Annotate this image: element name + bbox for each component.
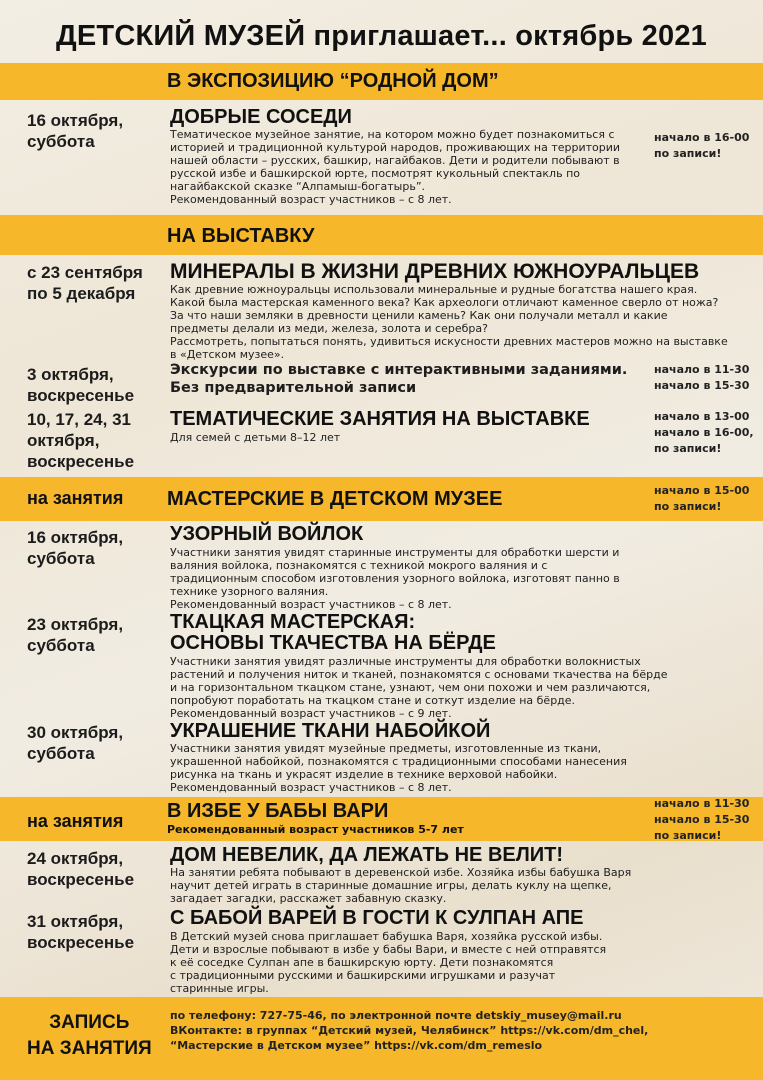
section-band-title: МАСТЕРСКИЕ В ДЕТСКОМ МУЗЕЕ: [167, 488, 503, 510]
event-description: Как древние южноуральцы использовали минеральные и рудные богатства нашего края. Какой была мастерская каменного века? Как археологи отличают каменное сверло от ножа? За что наши земляки в древности ценили камень? Как они получали металл и какие предметы делали из меди, железа, золота и серебра? Рассмотреть, попытаться понять, удивиться искусности древних мастеров можно на выставке в «Детском музее».: [170, 283, 728, 361]
footer-contacts: по телефону: 727-75-46, по электронной почте detskiy_musey@mail.ru ВКонтакте: в группах “Детский музей, Челябинск” https://vk.com/dm_chel, “Мастерские в Детском музее” https://vk.com/dm_remeslo: [170, 1009, 649, 1052]
event-title: УКРАШЕНИЕ ТКАНИ НАБОЙКОЙ: [170, 720, 491, 742]
event-title: ДОБРЫЕ СОСЕДИ: [170, 106, 352, 128]
event-date: 24 октября, воскресенье: [27, 849, 135, 889]
page-title: ДЕТСКИЙ МУЗЕЙ приглашает... октябрь 2021: [56, 20, 707, 52]
event-date: 10, 17, 24, 31 октября, воскресенье: [27, 410, 135, 471]
band-subtitle: Рекомендованный возраст участников 5-7 лет: [167, 823, 464, 836]
event-description: Участники занятия увидят различные инструменты для обработки волокнистых растений и получения ниток и тканей, познакомятся с основами ткачества на бёрде и на горизонтальном ткацком стане, узнают, чем они похожи и чем различаются, попробуют поработать на ткацком стане и соткут изделие на бёрде. Рекомендованный возраст участников – с 9 лет.: [170, 655, 668, 720]
event-date: 3 октября, воскресенье: [27, 365, 135, 405]
section-band-title: НА ВЫСТАВКУ: [167, 225, 315, 247]
event-description: Участники занятия увидят музейные предметы, изготовленные из ткани, украшенной набойкой, познакомятся с традиционными способами нанесения рисунка на ткань и украсят изделие в технике верховой набойки. Рекомендованный возраст участников – с 8 лет.: [170, 742, 627, 794]
footer-label: ЗАПИСЬ НА ЗАНЯТИЯ: [27, 1012, 152, 1059]
section-band-left-label: на занятия: [27, 488, 124, 508]
event-date: с 23 сентября по 5 декабря: [27, 263, 143, 303]
event-date: 30 октября, суббота: [27, 723, 124, 763]
event-description: Тематическое музейное занятие, на котором можно будет познакомиться с историей и традиционной культурой народов, проживающих на территории нашей области – русских, башкир, нагайбаков. Дети и родители побывают в русской избе и башкирской юрте, посмотрят кукольный спектакль по нагайбакской сказке “Алпамыш-богатырь”. Рекомендованный возраст участников – с 8 лет.: [170, 128, 621, 206]
band-time: начало в 11-30 начало в 15-30 по записи!: [654, 797, 750, 842]
event-title: ТКАЦКАЯ МАСТЕРСКАЯ: ОСНОВЫ ТКАЧЕСТВА НА БЁРДЕ: [170, 611, 496, 654]
event-date: 16 октября, суббота: [27, 528, 124, 568]
event-subtitle: Для семей с детьми 8–12 лет: [170, 431, 341, 444]
section-band-vystavka: [0, 215, 763, 255]
event-time: начало в 11-30 начало в 15-30: [654, 363, 750, 392]
event-description: Участники занятия увидят старинные инструменты для обработки шерсти и валяния войлока, познакомятся с техникой мокрого валяния и с традиционным способом изготовления узорного войлока, изготовят панно в технике узорного валяния. Рекомендованный возраст участников – с 8 лет.: [170, 546, 620, 611]
event-time: начало в 13-00 начало в 16-00, по записи!: [654, 410, 754, 455]
event-title: ТЕМАТИЧЕСКИЕ ЗАНЯТИЯ НА ВЫСТАВКЕ: [170, 408, 590, 430]
event-date: 31 октября, воскресенье: [27, 912, 135, 952]
event-title: УЗОРНЫЙ ВОЙЛОК: [170, 523, 364, 545]
event-description: На занятии ребята побывают в деревенской избе. Хозяйка избы бабушка Варя научит детей играть в старинные домашние игры, делать куклу на щепке, загадает загадки, расскажет забавную сказку.: [170, 866, 632, 905]
event-title: С БАБОЙ ВАРЕЙ В ГОСТИ К СУЛПАН АПЕ: [170, 907, 584, 929]
section-band-left-label: на занятия: [27, 811, 124, 831]
event-description: Экскурсии по выставке с интерактивными заданиями. Без предварительной записи: [170, 362, 628, 396]
event-time: начало в 16-00 по записи!: [654, 131, 750, 160]
event-date: 23 октября, суббота: [27, 615, 124, 655]
band-time: начало в 15-00 по записи!: [654, 484, 750, 513]
event-date: 16 октября, суббота: [27, 111, 124, 151]
event-title: МИНЕРАЛЫ В ЖИЗНИ ДРЕВНИХ ЮЖНОУРАЛЬЦЕВ: [170, 260, 700, 283]
event-description: В Детский музей снова приглашает бабушка Варя, хозяйка русской избы. Дети и взрослые побывают в избе у бабы Вари, и вместе с ней отправятся к её соседке Сулпан апе в башкирскую юрту. Дети познакомятся с традиционными русскими и башкирскими игрушками и разучат старинные игры.: [170, 930, 607, 995]
section-band-title: В ИЗБЕ У БАБЫ ВАРИ: [167, 800, 389, 822]
section-band-title: В ЭКСПОЗИЦИЮ “РОДНОЙ ДОМ”: [167, 70, 499, 92]
event-title: ДОМ НЕВЕЛИК, ДА ЛЕЖАТЬ НЕ ВЕЛИТ!: [170, 844, 564, 866]
